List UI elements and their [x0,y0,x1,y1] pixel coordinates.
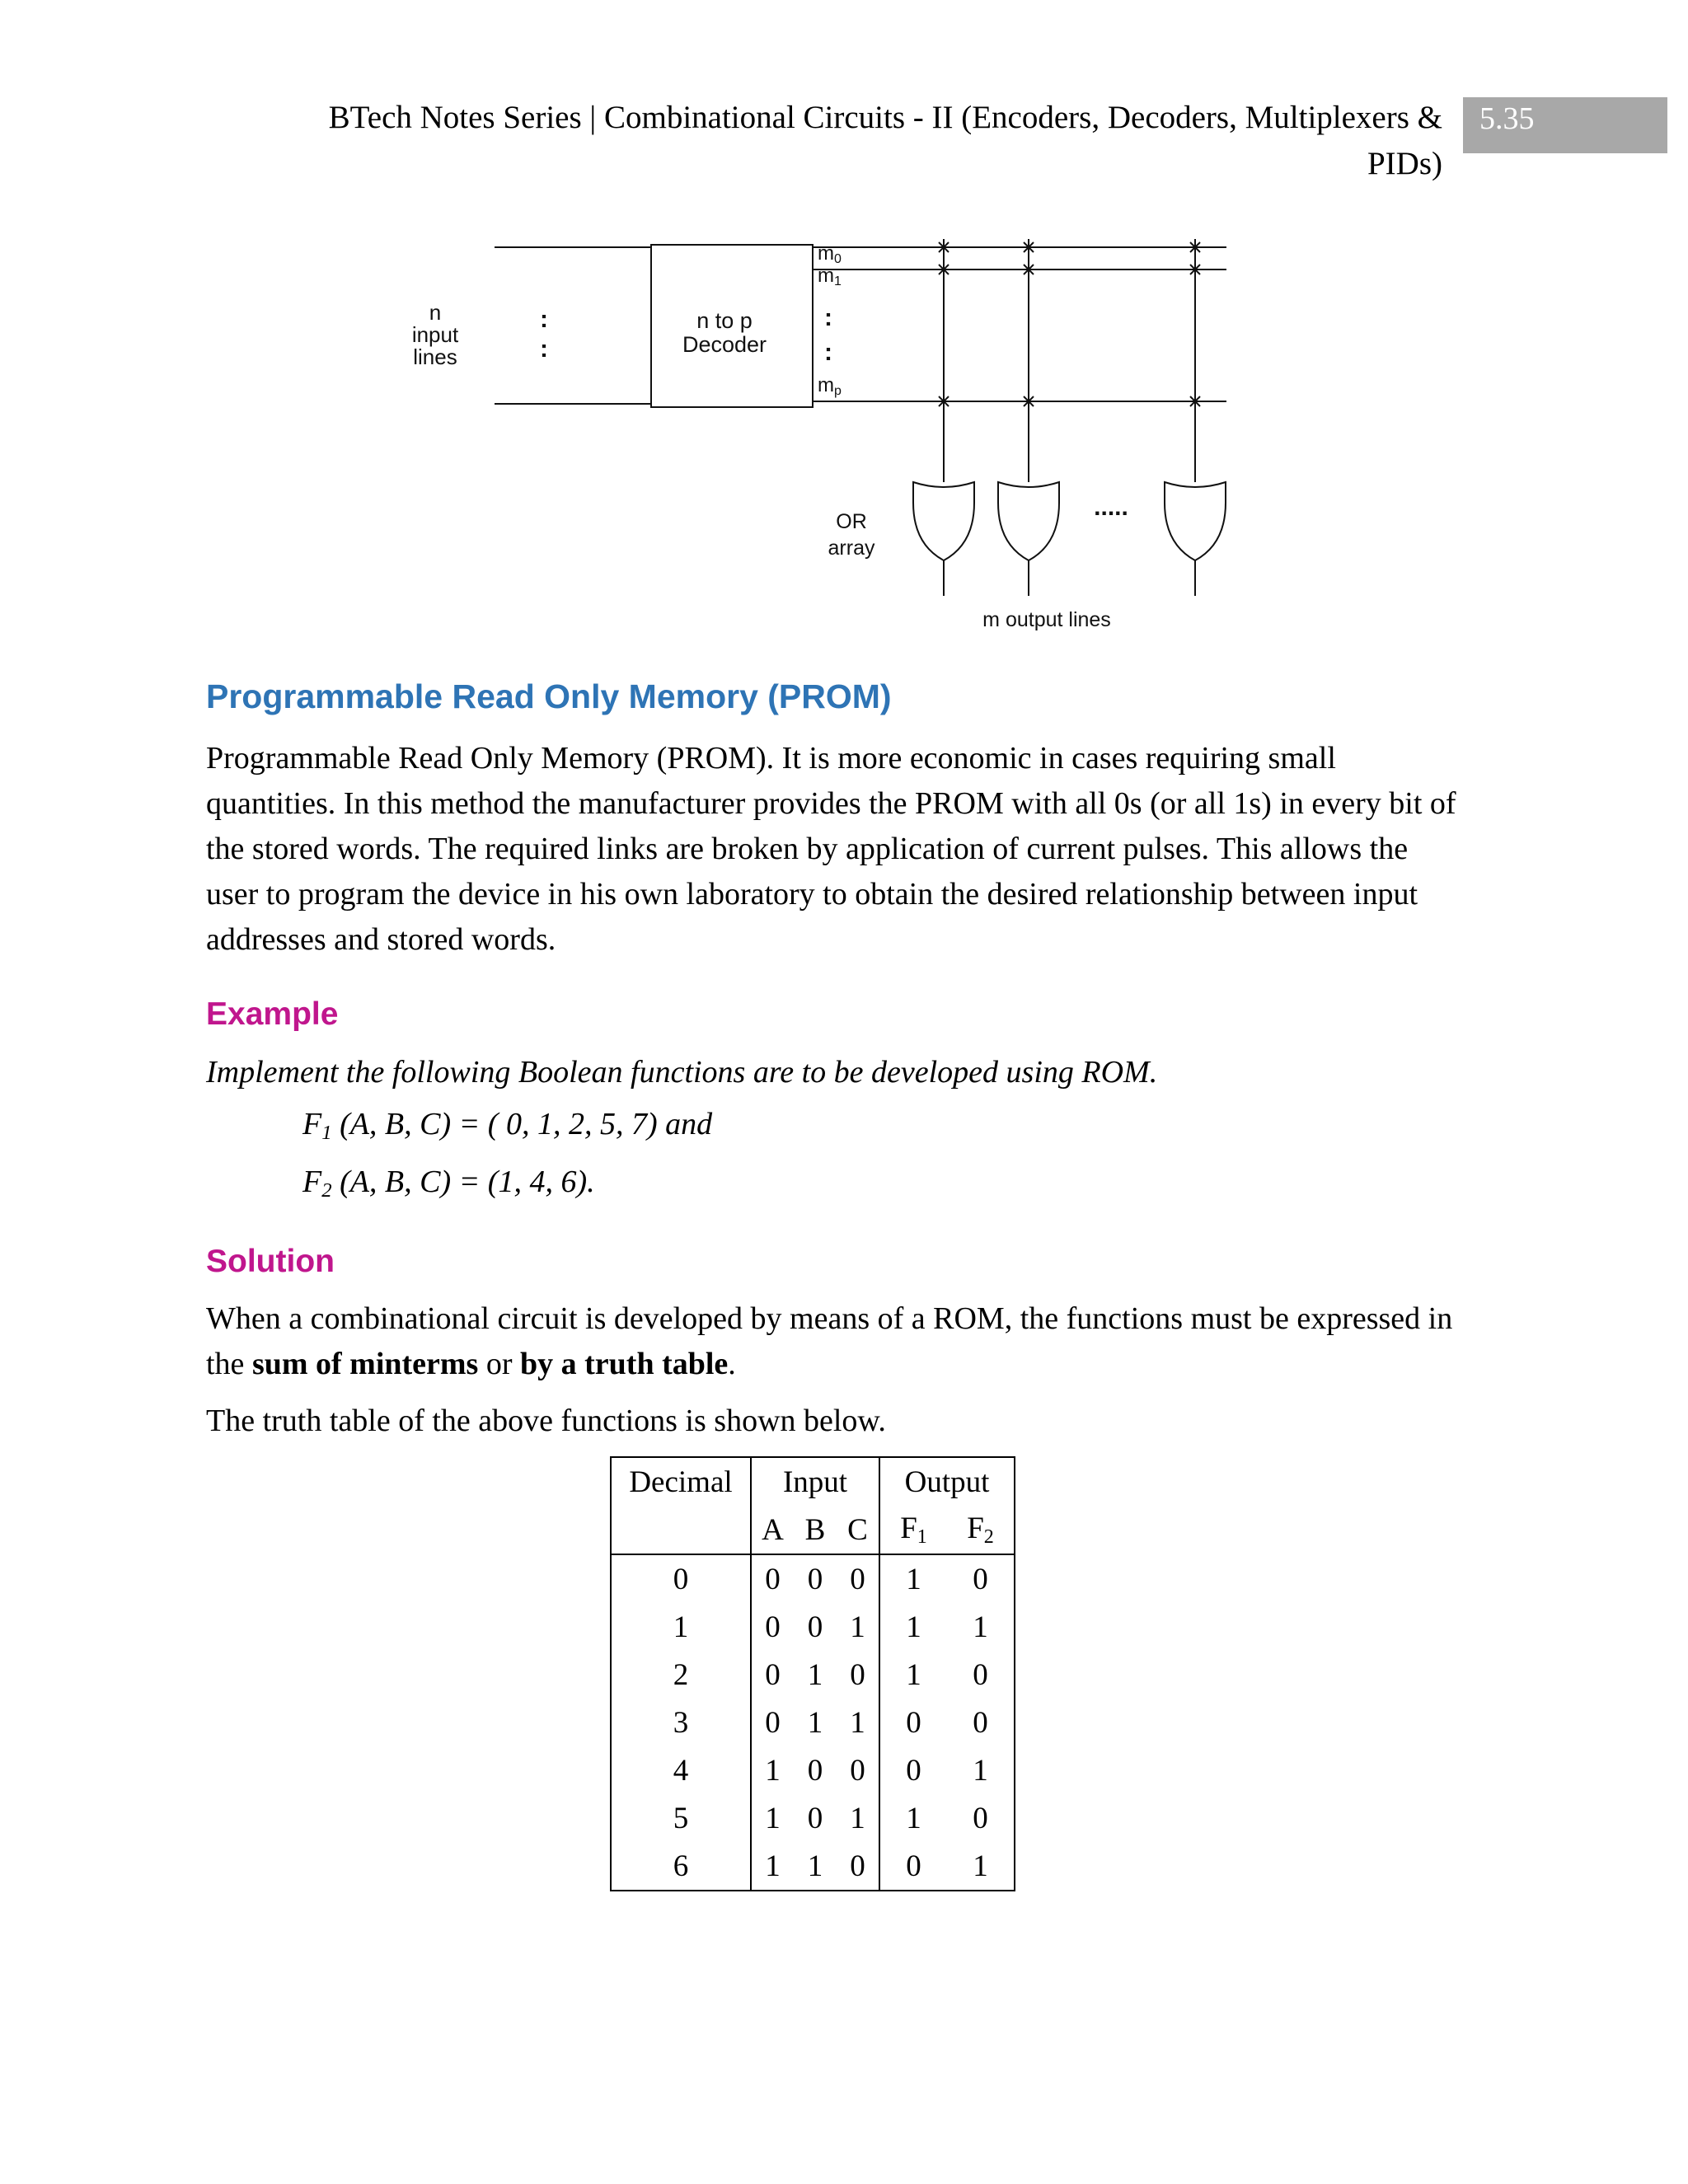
or-gate-2 [998,482,1059,560]
table-row: 4 1 0 0 0 1 [611,1746,1015,1794]
table-row: 3 0 1 1 0 0 [611,1699,1015,1746]
header-decimal: Decimal [629,1465,733,1499]
label-mp: mp [818,374,842,398]
page-number-badge: 5.35 [1463,97,1667,153]
col-a: A [751,1506,794,1554]
col-f1: $F_1$ [879,1506,947,1554]
table-header-row [611,1457,1015,1506]
table-row: 1 0 0 1 1 1 [611,1603,1015,1651]
function-f2: $F_2$ (A, B, C) = (1, 4, 6). [302,1165,595,1202]
function-f1: $F_1$ (A, B, C) = ( 0, 1, 2, 5, 7) and [302,1107,713,1145]
or-array-label-2: array [828,537,875,560]
col-b: B [804,1512,826,1547]
prom-block-diagram [412,235,1236,647]
header-output: Output [879,1457,1015,1506]
table-subheader-row [611,1506,1015,1554]
decoder-label-1: n to p [696,308,753,333]
table-row: 6 1 1 0 0 1 [611,1842,1015,1891]
output-lines-label: m output lines [982,608,1111,631]
solution-heading: Solution [206,1244,335,1279]
example-statement: Implement the following Boolean functions are to be developed using ROM. [206,1055,1158,1090]
label-m1: m1 [818,265,842,288]
table-row: 5 1 0 1 1 0 [611,1794,1015,1842]
truth-table [610,1456,1015,1891]
table-intro: The truth table of the above functions is shown below. [206,1404,886,1438]
or-array-label-1: OR [836,510,867,533]
prom-heading: Programmable Read Only Memory (PROM) [206,677,892,715]
col-c: C [847,1512,868,1547]
or-gate-1 [913,482,974,560]
label-lines: lines [413,344,457,369]
solution-paragraph: When a combinational circuit is developed by means of a ROM, the functions must be expressed in the sum of minterms or by a truth table. [206,1301,1453,1381]
minterm-dots-2: : [824,339,832,366]
input-dots-1: : [540,306,548,333]
minterm-dots-1: : [824,304,832,331]
decoder-label-2: Decoder [682,332,767,357]
label-m0: m0 [818,242,842,266]
fuse-connections [939,242,1200,406]
example-heading: Example [206,996,339,1032]
gate-ellipsis: ..... [1094,494,1128,521]
table-row: 0 0 0 0 1 0 [611,1554,1015,1603]
input-dots-2: : [540,335,548,363]
label-n: n [429,300,442,325]
running-header: BTech Notes Series | Combinational Circuits - II (Encoders, Decoders, Multiplexers & PIDs) [328,100,1442,181]
label-input: input [412,322,459,347]
or-gate-3 [1165,482,1226,560]
header-input: Input [751,1457,879,1506]
prom-paragraph: Programmable Read Only Memory (PROM). It is more economic in cases requiring small quantities. In this method the manufacturer provides the PROM with all 0s (or all 1s) in every bit of the stored words. The required links are broken by application of current pulses. This allows the user to program the device in his own laboratory to obtain the desired relationship between input addresses and stored words. [206,741,1456,957]
table-row: 2 0 1 0 1 0 [611,1651,1015,1699]
col-f2: $F_2$ [967,1511,994,1548]
